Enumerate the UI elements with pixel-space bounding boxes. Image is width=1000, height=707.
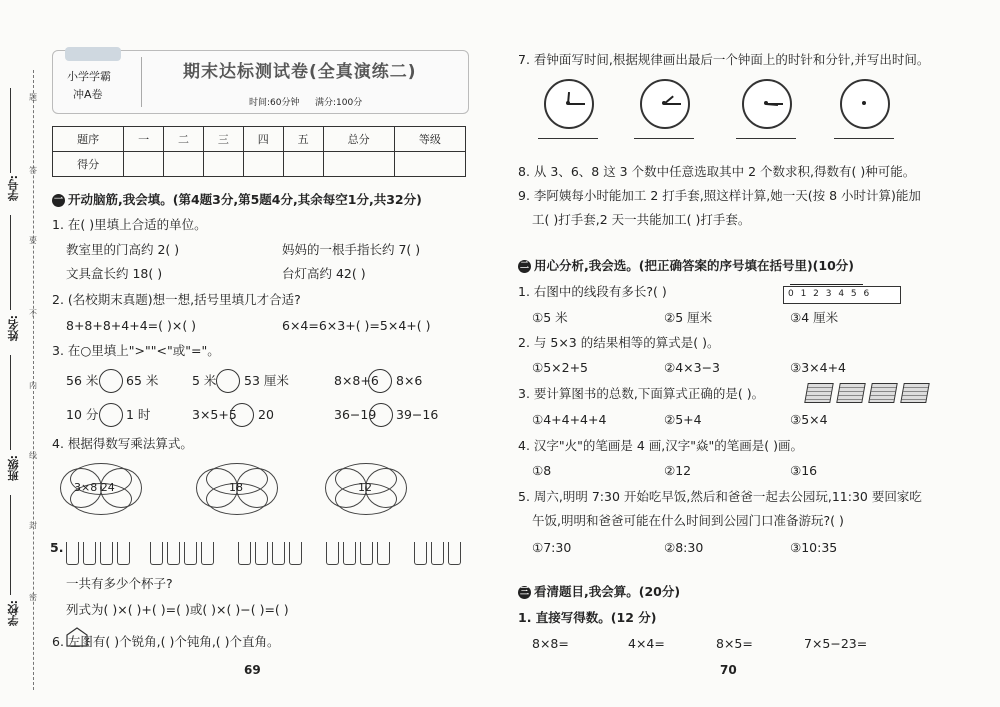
- score-input-cell[interactable]: [283, 152, 323, 177]
- flower-center-text: 18: [229, 481, 243, 494]
- calc-item: 4×4=: [628, 636, 665, 651]
- section-number-icon: 二: [519, 261, 529, 271]
- option[interactable]: ②8:30: [664, 540, 704, 555]
- time-answer-line[interactable]: [736, 138, 796, 139]
- s3-q1-text: 1. 直接写得数。(12 分): [518, 610, 657, 625]
- ruler-labels: 0 1 2 3 4 5 6: [788, 289, 872, 299]
- compare-circle[interactable]: [369, 403, 393, 427]
- flower-center-text: 12: [358, 481, 372, 494]
- q3-left: 10 分: [66, 407, 99, 422]
- q2-text: 2. (名校期末真题)想一想,括号里填几才合适?: [52, 292, 301, 307]
- q2-item: 6×4=6×3+( )=5×4+( ): [282, 318, 431, 333]
- section2-title: [518, 258, 854, 274]
- student-id-line: [10, 88, 11, 173]
- cut-char: 线: [29, 451, 37, 460]
- section1-title-text: 开动脑筋,我会填。(第4题3分,第5题4分,其余每空1分,共32分): [68, 192, 422, 207]
- score-header-cell: 三: [203, 127, 243, 152]
- q3-right: 20: [258, 407, 274, 422]
- clock-face-icon: [742, 79, 792, 129]
- q3-left: 5 米: [192, 373, 217, 388]
- q5-formula: 列式为( )×( )+( )=( )或( )×( )−( )=( ): [66, 602, 289, 617]
- section-number-icon: 三: [519, 587, 529, 597]
- q3-left: 36−19: [334, 407, 377, 422]
- cut-char: 答: [29, 166, 37, 175]
- s2-q1-text: 1. 右图中的线段有多长?( ): [518, 284, 667, 299]
- score-input-cell[interactable]: [124, 152, 164, 177]
- school-line: [10, 495, 11, 595]
- q3-left: 8×8+6: [334, 373, 379, 388]
- cut-char: 封: [29, 521, 37, 530]
- q1-item: 妈妈的一根手指长约 7( ): [282, 242, 421, 257]
- option[interactable]: ②5 厘米: [664, 310, 713, 325]
- q1-item: 台灯高约 42( ): [282, 266, 366, 281]
- score-header-cell: 一: [124, 127, 164, 152]
- q2-item: 8+8+8+4+4=( )×( ): [66, 318, 197, 333]
- time-answer-line[interactable]: [538, 138, 598, 139]
- exam-time: 时间:60分钟: [249, 98, 300, 108]
- q3-left: 3×5+5: [192, 407, 237, 422]
- q4-text: 4. 根据得数写乘法算式。: [52, 436, 193, 451]
- name-line: [10, 215, 11, 310]
- s2-q3-text: 3. 要计算图书的总数,下面算式正确的是( )。: [518, 386, 765, 401]
- score-input-cell[interactable]: [243, 152, 283, 177]
- option[interactable]: ③3×4+4: [790, 360, 847, 375]
- exam-header: [52, 50, 469, 114]
- calc-item: 8×5=: [716, 636, 753, 651]
- score-header-cell: 题序: [53, 127, 124, 152]
- time-answer-line[interactable]: [834, 138, 894, 139]
- clock-face-icon: [544, 79, 594, 129]
- option[interactable]: ③5×4: [790, 412, 828, 427]
- calc-item: 7×5−23=: [804, 636, 868, 651]
- section-number-icon: 一: [53, 195, 63, 205]
- ruler-segment: [790, 284, 863, 285]
- class-label: 班级:: [7, 455, 20, 482]
- score-input-cell[interactable]: [203, 152, 243, 177]
- class-line: [10, 355, 11, 450]
- compare-circle[interactable]: [230, 403, 254, 427]
- option[interactable]: ③10:35: [790, 540, 838, 555]
- section2-title-text: 用心分析,我会选。(把正确答案的序号填在括号里)(10分): [534, 258, 854, 273]
- s2-q2-text: 2. 与 5×3 的结果相等的算式是( )。: [518, 335, 720, 350]
- header-divider: [141, 57, 142, 107]
- score-header-cell: 五: [283, 127, 323, 152]
- school-label: 学校:: [7, 600, 20, 627]
- page-number-left: 69: [244, 663, 261, 677]
- q1-item: 教室里的门高约 2( ): [66, 242, 180, 257]
- brand-line-2: 冲A卷: [73, 88, 103, 101]
- q1-text: 1. 在( )里填上合适的单位。: [52, 217, 207, 232]
- name-label: 姓名:: [7, 315, 20, 342]
- s2-q4-text: 4. 汉字"火"的笔画是 4 画,汉字"焱"的笔画是( )画。: [518, 438, 803, 453]
- q5-question: 一共有多少个杯子?: [66, 576, 173, 591]
- q5-number: 5.: [50, 540, 64, 555]
- compare-circle[interactable]: [368, 369, 392, 393]
- option[interactable]: ①5×2+5: [532, 360, 589, 375]
- pentagon-shape-icon: [66, 627, 88, 647]
- score-input-cell[interactable]: [323, 152, 394, 177]
- s2-q5-line2: 午饭,明明和爸爸可能在什么时间到公园门口准备游玩?( ): [532, 513, 844, 528]
- page-number-right: 70: [720, 663, 737, 677]
- cut-char: 密: [29, 593, 37, 602]
- option[interactable]: ③16: [790, 463, 818, 478]
- q3-left: 56 米: [66, 373, 99, 388]
- compare-circle[interactable]: [99, 369, 123, 393]
- q3-right: 53 厘米: [244, 373, 289, 388]
- exam-full-score: 满分:100分: [315, 98, 363, 108]
- q1-item: 文具盒长约 18( ): [66, 266, 163, 281]
- q6-text: 6. 左图有( )个锐角,( )个钝角,( )个直角。: [52, 634, 280, 649]
- student-id-label: 学号:: [7, 175, 20, 202]
- score-input-cell[interactable]: [394, 152, 465, 177]
- time-answer-line[interactable]: [634, 138, 694, 139]
- score-header-cell: 等级: [394, 127, 465, 152]
- option[interactable]: ①4+4+4+4: [532, 412, 607, 427]
- option[interactable]: ③4 厘米: [790, 310, 839, 325]
- section3-title: [518, 584, 680, 600]
- score-row-label: 得分: [53, 152, 124, 177]
- option[interactable]: ①5 米: [532, 310, 568, 325]
- compare-circle[interactable]: [216, 369, 240, 393]
- q3-text: 3. 在○里填上">""<"或"="。: [52, 343, 220, 358]
- score-header-cell: 四: [243, 127, 283, 152]
- s2-q5-line1: 5. 周六,明明 7:30 开始吃早饭,然后和爸爸一起去公园玩,11:30 要回家吃: [518, 489, 922, 504]
- blank-clock-face-icon[interactable]: [840, 79, 890, 129]
- cut-char: 题: [29, 93, 37, 102]
- clock-face-icon: [640, 79, 690, 129]
- q7-text: 7. 看钟面写时间,根据规律画出最后一个钟面上的时针和分针,并写出时间。: [518, 52, 930, 67]
- cut-char: 不: [29, 309, 37, 318]
- q9-line1: 9. 李阿姨每小时能加工 2 打手套,照这样计算,她一天(按 8 小时计算)能加: [518, 188, 921, 203]
- brand-logo: [65, 47, 121, 61]
- compare-circle[interactable]: [99, 403, 123, 427]
- option[interactable]: ①7:30: [532, 540, 572, 555]
- q3-right: 8×6: [396, 373, 423, 388]
- q3-right: 1 时: [126, 407, 151, 422]
- calc-item: 8×8=: [532, 636, 569, 651]
- brand-line-1: 小学学霸: [67, 70, 111, 83]
- q3-right: 39−16: [396, 407, 439, 422]
- score-input-cell[interactable]: [164, 152, 204, 177]
- q3-right: 65 米: [126, 373, 159, 388]
- option[interactable]: ①8: [532, 463, 552, 478]
- q9-line2: 工( )打手套,2 天一共能加工( )打手套。: [532, 212, 751, 227]
- cut-char: 内: [29, 381, 37, 390]
- score-table: [52, 126, 466, 177]
- q8-text: 8. 从 3、6、8 这 3 个数中任意选取其中 2 个数求积,得数有( )种可能。: [518, 164, 916, 179]
- option[interactable]: ②5+4: [664, 412, 702, 427]
- cut-char: 要: [29, 236, 37, 245]
- option[interactable]: ②12: [664, 463, 692, 478]
- score-header-cell: 二: [164, 127, 204, 152]
- flower-center-text: 3×8 24: [74, 481, 115, 494]
- exam-title: 期末达标测试卷(全真演练二): [183, 62, 417, 82]
- score-header-cell: 总分: [323, 127, 394, 152]
- section1-title: [52, 192, 422, 208]
- section3-title-text: 看清题目,我会算。(20分): [534, 584, 681, 599]
- option[interactable]: ②4×3−3: [664, 360, 721, 375]
- ruler-figure: [783, 286, 901, 304]
